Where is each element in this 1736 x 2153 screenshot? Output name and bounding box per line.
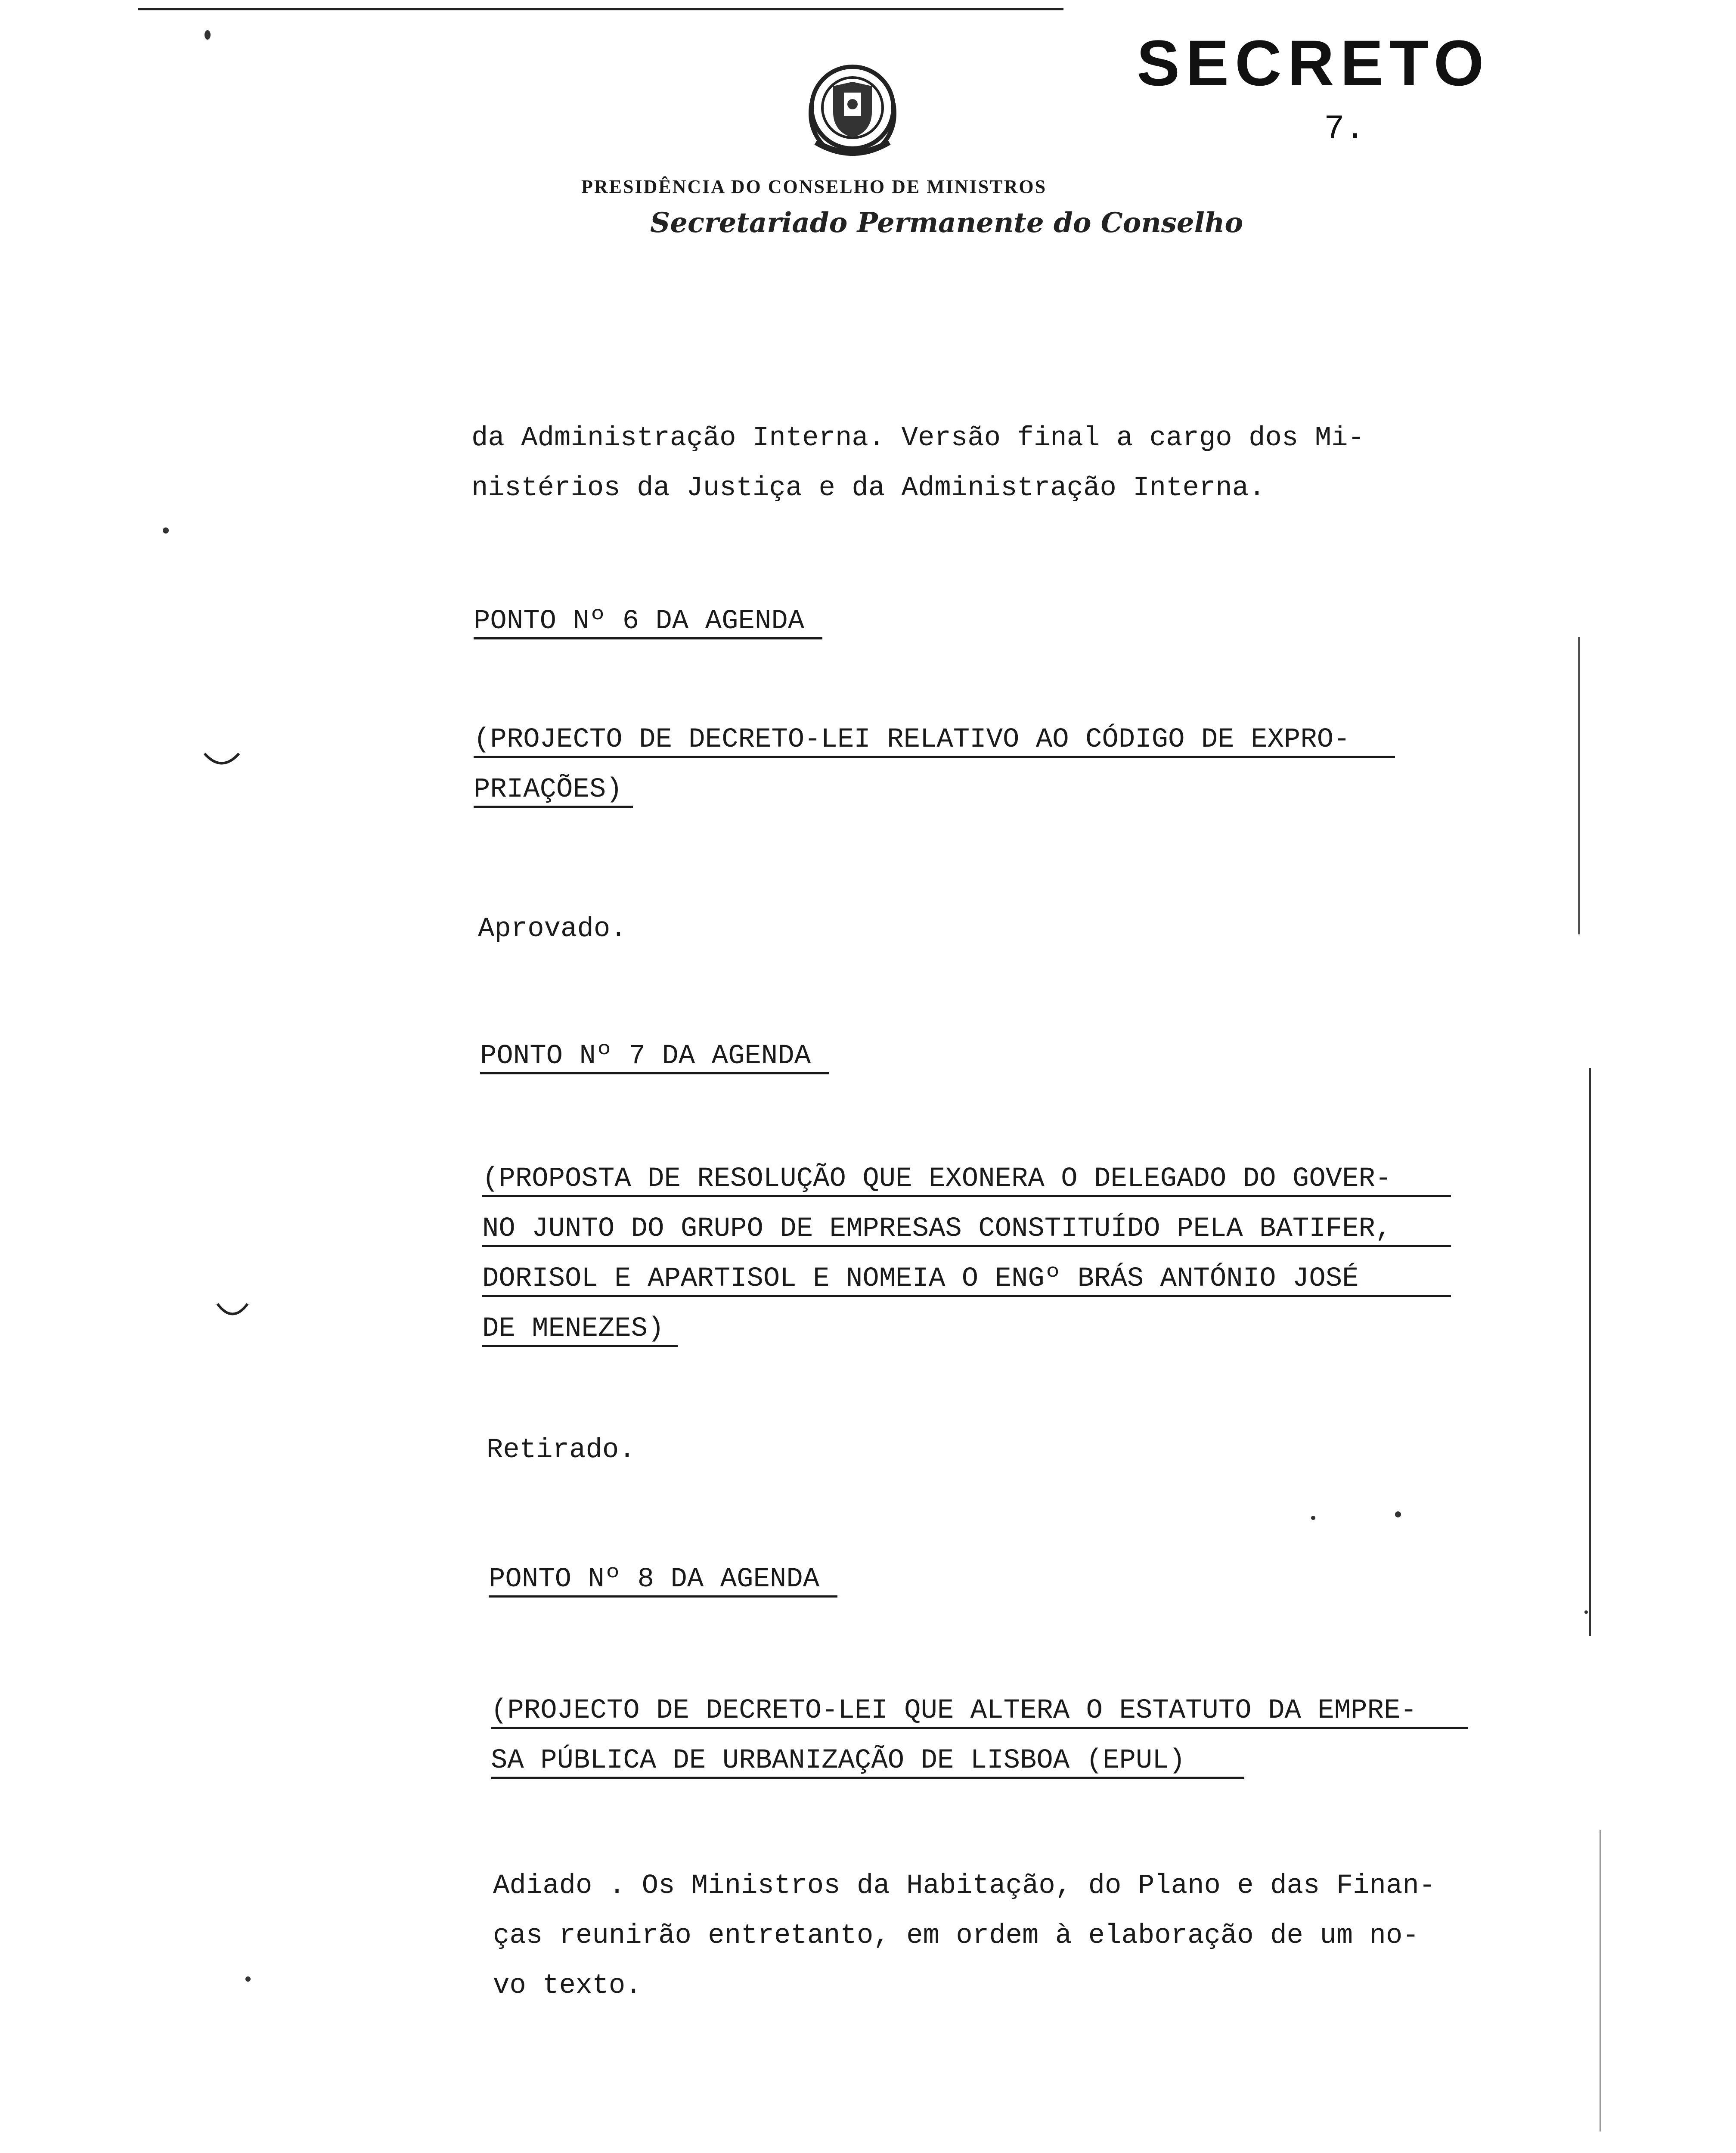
scan-edge-line (138, 8, 1063, 10)
item-8-title-underline-2 (491, 1777, 1244, 1779)
item-6-title-line-1: (PROJECTO DE DECRETO-LEI RELATIVO AO CÓDIGO DE EXPRO- (474, 724, 1350, 755)
item-8-heading: PONTO Nº 8 DA AGENDA (489, 1564, 820, 1595)
classification-stamp: SECRETO (1137, 27, 1490, 99)
item-6-outcome: Aprovado. (478, 914, 627, 945)
item-6-title-underline-1 (474, 756, 1395, 758)
item-6-title-underline-2 (474, 806, 633, 808)
margin-bar (1578, 637, 1580, 934)
scan-speck (1395, 1511, 1401, 1517)
item-7-outcome: Retirado. (487, 1435, 636, 1466)
item-6-heading-underline (474, 637, 822, 639)
scan-speck (245, 1976, 251, 1982)
item-8-outcome-line-2: ças reunirão entretanto, em ordem à elaboração de um no- (493, 1920, 1419, 1951)
header-department: Secretariado Permanente do Conselho (650, 207, 1243, 239)
scan-speck (1311, 1516, 1315, 1520)
item-8-outcome-line-3: vo texto. (493, 1970, 642, 2001)
item-7-heading-underline (480, 1072, 829, 1074)
item-7-heading: PONTO Nº 7 DA AGENDA (480, 1041, 811, 1072)
coat-of-arms-emblem (799, 56, 906, 168)
intro-line-1: da Administração Interna. Versão final a cargo dos Mi- (471, 423, 1364, 454)
item-8-title-line-2: SA PÚBLICA DE URBANIZAÇÃO DE LISBOA (EPUL) (491, 1745, 1186, 1776)
item-7-title-line-1: (PROPOSTA DE RESOLUÇÃO QUE EXONERA O DELEGADO DO GOVER- (482, 1163, 1392, 1194)
item-7-title-line-3: DORISOL E APARTISOL E NOMEIA O ENGº BRÁS ANTÓNIO JOSÉ (482, 1263, 1359, 1294)
item-8-title-line-1: (PROJECTO DE DECRETO-LEI QUE ALTERA O ESTATUTO DA EMPRE- (491, 1695, 1417, 1726)
page-number: 7. (1324, 110, 1366, 149)
scan-speck (205, 30, 211, 40)
item-8-heading-underline (489, 1595, 837, 1598)
item-7-title-line-4: DE MENEZES) (482, 1313, 664, 1344)
item-7-title-line-2: NO JUNTO DO GRUPO DE EMPRESAS CONSTITUÍDO PELA BATIFER, (482, 1213, 1392, 1244)
item-7-title-underline-4 (482, 1345, 678, 1347)
item-8-title-underline-1 (491, 1727, 1468, 1729)
intro-line-2: nistérios da Justiça e da Administração Interna. (471, 473, 1265, 504)
margin-bar (1600, 1830, 1601, 2131)
header-institution: PRESIDÊNCIA DO CONSELHO DE MINISTROS (581, 176, 1047, 197)
scan-speck (163, 527, 169, 534)
margin-check-mark (202, 749, 241, 775)
item-7-title-underline-2 (482, 1245, 1451, 1247)
item-7-title-underline-1 (482, 1195, 1451, 1197)
item-7-title-underline-3 (482, 1295, 1451, 1297)
margin-check-mark (215, 1300, 250, 1326)
margin-bar (1589, 1068, 1591, 1636)
item-8-outcome-line-1: Adiado . Os Ministros da Habitação, do Plano e das Finan- (493, 1871, 1436, 1902)
item-6-title-line-2: PRIAÇÕES) (474, 774, 623, 805)
item-6-heading: PONTO Nº 6 DA AGENDA (474, 606, 805, 637)
scan-speck (1584, 1610, 1588, 1614)
